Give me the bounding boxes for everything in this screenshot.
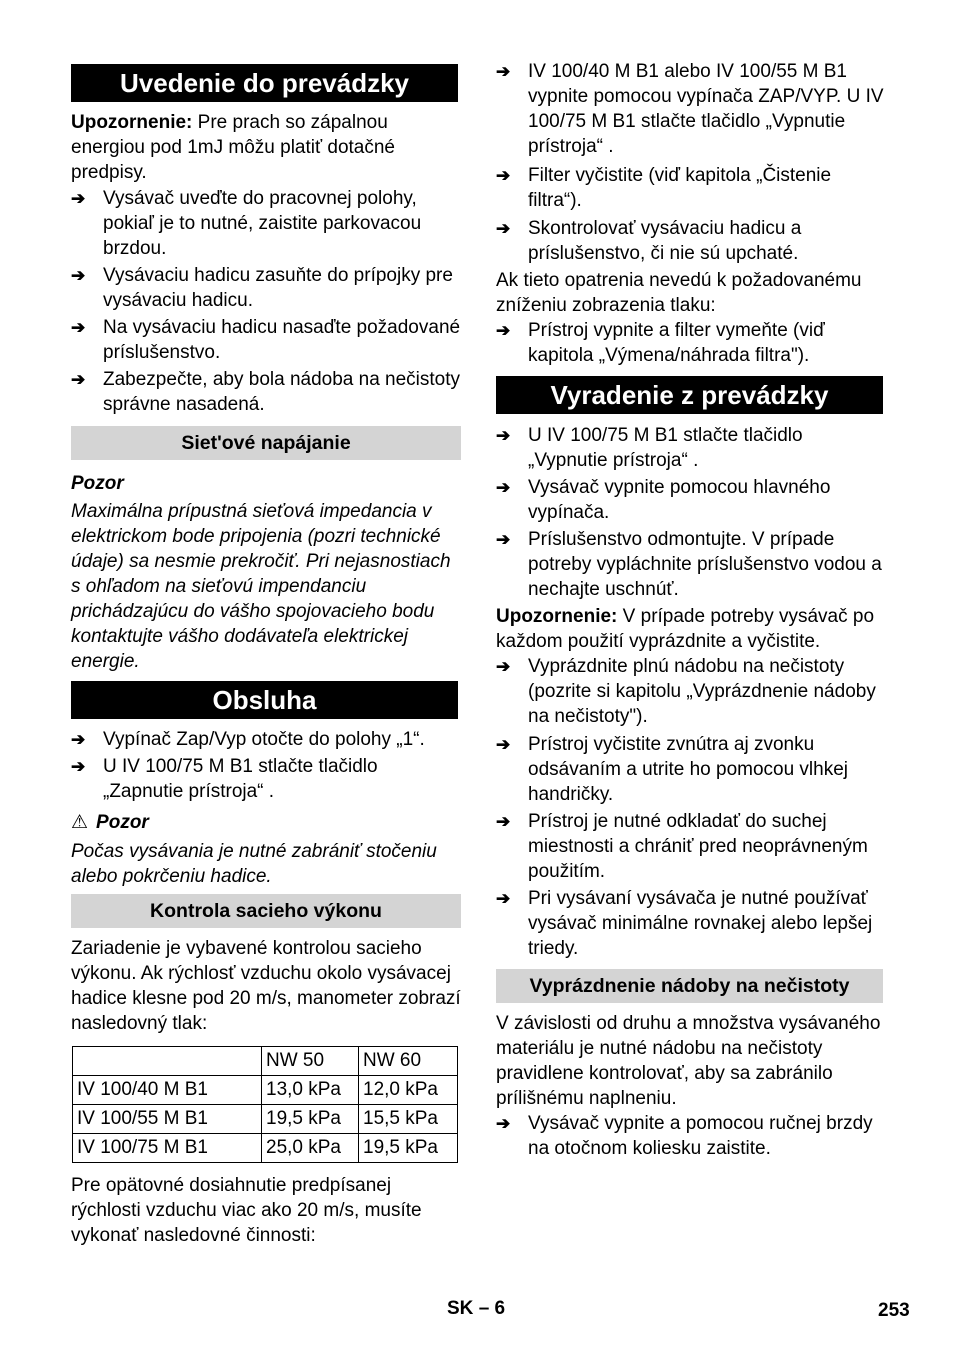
arrow-icon: ➔ xyxy=(496,62,511,81)
table-cell: 12,0 kPa xyxy=(359,1076,458,1105)
condition-paragraph: Ak tieto opatrenia nevedú k požadovanému zníženiu zobrazenia tlaku: xyxy=(496,270,862,316)
table-cell: 19,5 kPa xyxy=(359,1134,458,1163)
table-row xyxy=(73,1134,458,1163)
table-cell: IV 100/55 M B1 xyxy=(73,1105,262,1134)
bullet-text: Zabezpečte, aby bola nádoba na nečistoty správne nasadená. xyxy=(103,369,461,415)
table-cell: NW 50 xyxy=(262,1047,359,1076)
bullet-item xyxy=(71,727,461,752)
bullet-text: Vysávaciu hadicu zasuňte do prípojky pre vysávaciu hadicu. xyxy=(103,265,453,311)
table-row xyxy=(73,1105,458,1134)
bullet-item xyxy=(496,59,884,159)
caution-label: Pozor xyxy=(71,473,124,494)
heading-uvedenie: Uvedenie do prevádzky xyxy=(71,64,458,102)
bullet-item xyxy=(496,654,884,729)
bullet-text: Na vysávaciu hadicu nasaďte požadované príslušenstvo. xyxy=(103,317,461,363)
bullet-text: Vysávač vypnite pomocou hlavného vypínača. xyxy=(528,477,831,523)
bullet-item xyxy=(496,732,884,807)
bullet-text: Pri vysávaní vysávača je nutné používať vysávač minimálne rovnakej alebo lepšej triedy. xyxy=(528,888,873,959)
bullet-item xyxy=(496,216,884,266)
heading-sietove-napajanie: Siet'ové napájanie xyxy=(71,426,461,460)
note-paragraph xyxy=(496,604,884,654)
bullet-item xyxy=(71,367,461,417)
bullet-item xyxy=(496,475,884,525)
after-table-paragraph: Pre opätovné dosiahnutie predpísanej rýchlosti vzduchu viac ako 20 m/s, musíte vykonať nasledovné činnosti: xyxy=(71,1175,422,1246)
bullet-item xyxy=(496,527,884,602)
table-cell: IV 100/40 M B1 xyxy=(73,1076,262,1105)
bullet-item xyxy=(71,186,461,261)
arrow-icon: ➔ xyxy=(496,657,511,676)
arrow-icon: ➔ xyxy=(71,266,86,285)
sub-page: 6 xyxy=(494,1298,506,1319)
warning-icon: ⚠ xyxy=(71,812,89,833)
heading-kontrola: Kontrola sacieho výkonu xyxy=(71,894,461,928)
arrow-icon: ➔ xyxy=(496,478,511,497)
note-paragraph xyxy=(71,110,461,185)
section-code: SK xyxy=(447,1298,474,1319)
arrow-icon: ➔ xyxy=(496,321,511,340)
arrow-icon: ➔ xyxy=(71,730,86,749)
table-cell: 19,5 kPa xyxy=(262,1105,359,1134)
table-cell: 25,0 kPa xyxy=(262,1134,359,1163)
caution-text: Počas vysávania je nutné zabrániť stočeniu alebo pokrčeniu hadice. xyxy=(71,841,437,887)
bullet-text: U IV 100/75 M B1 stlačte tlačidlo „Zapnutie prístroja“ . xyxy=(103,756,378,802)
table-cell: 13,0 kPa xyxy=(262,1076,359,1105)
bullet-text: Vypínač Zap/Vyp otočte do polohy „1“. xyxy=(103,729,425,750)
arrow-icon: ➔ xyxy=(496,166,511,185)
page-number: 253 xyxy=(878,1300,910,1321)
arrow-icon: ➔ xyxy=(71,189,86,208)
dash: – xyxy=(478,1298,490,1319)
bullet-item xyxy=(496,886,884,961)
table-cell xyxy=(73,1047,262,1076)
note-text: V prípade potreby vysávač po každom použití vyprázdnite a vyčistite. xyxy=(496,606,875,652)
arrow-icon: ➔ xyxy=(71,370,86,389)
note-label: Upozornenie: xyxy=(496,606,618,627)
bullet-item xyxy=(496,809,884,884)
caution-label: Pozor xyxy=(96,812,149,833)
bullet-text: Filter vyčistite (viď kapitola „Čistenie filtra“). xyxy=(528,165,832,211)
note-text: Pre prach so zápalnou energiou pod 1mJ môžu platiť dotačné predpisy. xyxy=(71,112,395,183)
pressure-table xyxy=(72,1046,458,1163)
heading-vyradenie: Vyradenie z prevádzky xyxy=(496,376,883,414)
bullet-text: Vysávač vypnite a pomocou ručnej brzdy na otočnom koliesku zaistite. xyxy=(528,1113,873,1159)
table-cell: NW 60 xyxy=(359,1047,458,1076)
heading-vyprazdnenie: Vyprázdnenie nádoby na nečistoty xyxy=(496,969,883,1003)
bullet-item xyxy=(496,163,884,213)
bullet-item xyxy=(71,754,461,804)
bullet-text: Príslušenstvo odmontujte. V prípade potreby vypláchnite príslušenstvo vodou a nechajte uschnúť. xyxy=(528,529,882,600)
table-header-row xyxy=(73,1047,458,1076)
arrow-icon: ➔ xyxy=(71,318,86,337)
arrow-icon: ➔ xyxy=(496,812,511,831)
arrow-icon: ➔ xyxy=(496,530,511,549)
bullet-text: IV 100/40 M B1 alebo IV 100/55 M B1 vypnite pomocou vypínača ZAP/VYP. U IV 100/75 M B1 stlačte tlačidlo „Vypnutie prístroja“ . xyxy=(528,61,884,157)
caution-text: Maximálna prípustná sieťová impedancia v elektrickom bode pripojenia (pozri technické údaje) sa nesmie prekročiť. Pri nejasnostiach s ohľadom na sieťovú impendanciu prichádzajúcu do vášho spojovacieho bodu kontaktujte vášho dodávateľa elektrickej energie. xyxy=(71,501,451,672)
bullet-text: Prístroj je nutné odkladať do suchej miestnosti a chrániť pred neoprávneným použitím. xyxy=(528,811,868,882)
warning-label-row xyxy=(71,810,149,835)
bullet-item xyxy=(71,263,461,313)
bullet-text: Skontrolovať vysávaciu hadicu a príslušenstvo, či nie sú upchaté. xyxy=(528,218,802,264)
arrow-icon: ➔ xyxy=(496,1114,511,1133)
heading-obsluha: Obsluha xyxy=(71,681,458,719)
bullet-item xyxy=(496,318,884,368)
footer-section xyxy=(447,1298,505,1320)
bullet-text: Prístroj vyčistite zvnútra aj zvonku odsávaním a utrite ho pomocou vlhkej handričky. xyxy=(528,734,849,805)
kontrola-paragraph: Zariadenie je vybavené kontrolou sacieho výkonu. Ak rýchlosť vzduchu okolo vysávacej hadice klesne pod 20 m/s, manometer zobrazí nasledovný tlak: xyxy=(71,938,461,1034)
bullet-text: U IV 100/75 M B1 stlačte tlačidlo „Vypnutie prístroja“ . xyxy=(528,425,803,471)
bullet-text: Prístroj vypnite a filter vymeňte (viď kapitola „Výmena/náhrada filtra"). xyxy=(528,320,825,366)
vyprazdnenie-paragraph: V závislosti od druhu a množstva vysávaného materiálu je nutné nádobu na nečistoty pravidlene kontrolovať, aby sa zabránilo prílišnému naplneniu. xyxy=(496,1013,881,1109)
bullet-item xyxy=(496,1111,884,1161)
arrow-icon: ➔ xyxy=(496,219,511,238)
arrow-icon: ➔ xyxy=(496,735,511,754)
arrow-icon: ➔ xyxy=(496,889,511,908)
arrow-icon: ➔ xyxy=(71,757,86,776)
bullet-item xyxy=(71,315,461,365)
table-row xyxy=(73,1076,458,1105)
table-cell: 15,5 kPa xyxy=(359,1105,458,1134)
table-cell: IV 100/75 M B1 xyxy=(73,1134,262,1163)
bullet-text: Vyprázdnite plnú nádobu na nečistoty (pozrite si kapitolu „Vyprázdnenie nádoby na nečistoty"). xyxy=(528,656,876,727)
arrow-icon: ➔ xyxy=(496,426,511,445)
bullet-item xyxy=(496,423,884,473)
note-label: Upozornenie: xyxy=(71,112,193,133)
bullet-text: Vysávač uveďte do pracovnej polohy, pokiaľ je to nutné, zaistite parkovacou brzdou. xyxy=(103,188,422,259)
